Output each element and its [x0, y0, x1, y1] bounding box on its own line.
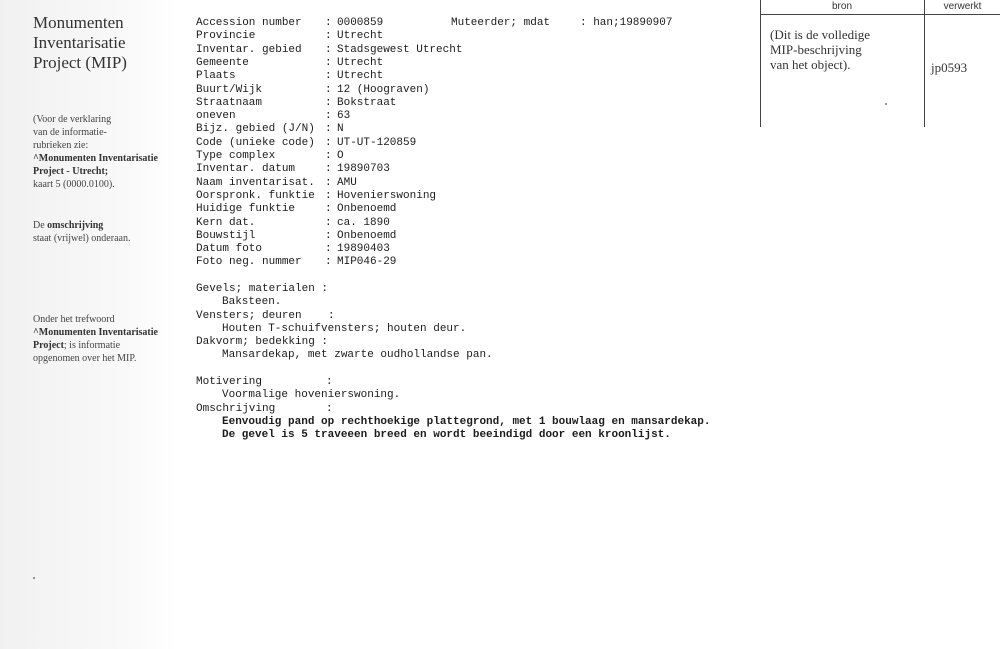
field-colon: : [325, 83, 332, 96]
field-value: N [337, 123, 344, 136]
field-value: Utrecht [337, 56, 384, 69]
field-value: Bokstraat [337, 96, 397, 109]
vensters-heading: Vensters; deuren [196, 310, 302, 322]
source-table [760, 0, 1000, 127]
field-label: Bijz. gebied (J/N) [196, 123, 315, 136]
note-line: opgenomen over het MIP. [33, 353, 137, 364]
sidebar-title [33, 13, 173, 73]
field-value: Hovenierswoning [337, 189, 437, 202]
field-value: Utrecht [337, 30, 384, 43]
field-value: 12 (Hoograven) [337, 83, 430, 96]
mutation-value: : han;19890907 [580, 17, 673, 29]
field-colon: : [325, 43, 332, 56]
note-line: staat (vrijwel) onderaan. [33, 233, 131, 244]
dakvorm-text: Mansardekap, met zwarte oudhollandse pan. [222, 349, 493, 361]
field-label: Buurt/Wijk [196, 83, 263, 96]
mutation-label: Muteerder; mdat [451, 17, 551, 29]
field-label: Foto neg. nummer [196, 256, 302, 269]
field-label: Straatnaam [196, 96, 263, 109]
field-colon: : [325, 136, 332, 149]
motivering-colon: : [326, 376, 333, 388]
field-colon: : [325, 110, 332, 123]
sidebar-note-keyword [33, 313, 178, 365]
field-label: Provincie [196, 30, 256, 43]
note-line-rest: ; is informatie [63, 340, 121, 351]
sidebar-title-line: Inventarisatie [33, 33, 126, 52]
scan-speck [885, 103, 887, 105]
note-reference-bold: ^Monumenten Inventarisatie [33, 153, 158, 164]
motivering-heading: Motivering [196, 376, 263, 388]
field-label: Inventar. datum [196, 163, 296, 176]
field-colon: : [325, 96, 332, 109]
field-colon: : [325, 30, 332, 43]
field-colon: : [325, 17, 332, 29]
field-label: Naam inventarisat. [196, 176, 315, 189]
field-colon: : [325, 70, 332, 83]
note-reference-bold: Project [33, 340, 64, 351]
field-colon: : [325, 256, 332, 269]
field-value: AMU [337, 176, 357, 189]
omschrijving-colon: : [326, 403, 333, 415]
field-value: O [337, 150, 344, 162]
bron-line: van het object). [770, 57, 851, 72]
bron-line: (Dit is de volledige [770, 27, 871, 42]
omschrijving-heading: Omschrijving [196, 403, 276, 415]
field-label: Oorspronk. funktie [196, 189, 315, 202]
field-value: 0000859 [337, 17, 384, 29]
note-prefix: De [33, 220, 48, 231]
field-colon: : [325, 150, 332, 162]
bron-cell [770, 27, 920, 72]
field-colon: : [325, 189, 332, 202]
field-value: MIP046-29 [337, 256, 397, 269]
vensters-colon: : [328, 310, 335, 322]
field-colon: : [325, 56, 332, 69]
field-colon: : [325, 176, 332, 189]
gevels-text: Baksteen. [222, 296, 282, 308]
field-colon: : [325, 216, 332, 229]
sidebar-title-line: Monumenten [33, 13, 124, 32]
note-reference-bold: ^Monumenten Inventarisatie [33, 327, 158, 338]
sidebar [0, 0, 178, 649]
table-divider [760, 14, 1000, 15]
field-label: Bouwstijl [196, 229, 256, 242]
dakvorm-heading: Dakvorm; bedekking : [196, 336, 329, 348]
motivering-text: Voormalige hovenierswoning. [222, 389, 401, 401]
note-line: kaart 5 (0000.0100). [33, 179, 115, 190]
note-line: van de informatie- [33, 127, 107, 138]
verwerkt-cell: jp0593 [931, 60, 968, 75]
note-line: Onder het trefwoord [33, 314, 115, 325]
field-value: Stadsgewest Utrecht [337, 43, 463, 56]
table-column-divider [924, 0, 925, 127]
sidebar-note-explanation [33, 113, 178, 191]
note-line: (Voor de verklaring [33, 114, 112, 125]
omschrijving-text-line: Eenvoudig pand op rechthoekige plattegrond, met 1 bouwlaag en mansardekap. [222, 416, 711, 428]
field-value: Onbenoemd [337, 203, 397, 216]
sidebar-title-line: Project (MIP) [33, 53, 127, 72]
note-reference-bold: Project - Utrecht; [33, 166, 109, 177]
field-label: oneven [196, 110, 236, 123]
field-label: Accession number [196, 17, 302, 29]
field-colon: : [325, 203, 332, 216]
field-label: Inventar. gebied [196, 43, 302, 56]
field-colon: : [325, 243, 332, 256]
omschrijving-text-line: De gevel is 5 traveeen breed en wordt beeindigd door een kroonlijst. [222, 429, 671, 441]
field-value: 19890403 [337, 243, 390, 256]
note-keyword-bold: omschrijving [47, 220, 104, 231]
field-label: Datum foto [196, 243, 263, 256]
field-colon: : [325, 229, 332, 242]
field-label: Kern dat. [196, 216, 256, 229]
scan-speck [33, 577, 35, 579]
table-border-left [760, 0, 761, 127]
field-label: Code (unieke code) [196, 136, 315, 149]
field-value: UT-UT-120859 [337, 136, 417, 149]
field-label: Type complex [196, 150, 276, 162]
sidebar-note-description [33, 219, 178, 245]
field-colon: : [325, 123, 332, 136]
field-value: 63 [337, 110, 351, 123]
table-header-verwerkt: verwerkt [943, 1, 982, 12]
gevels-heading: Gevels; materialen : [196, 283, 329, 295]
note-line: rubrieken zie: [33, 140, 89, 151]
field-value: Utrecht [337, 70, 384, 83]
bron-line: MIP-beschrijving [770, 42, 862, 57]
field-colon: : [325, 163, 332, 176]
field-label: Plaats [196, 70, 236, 83]
field-value: ca. 1890 [337, 216, 390, 229]
field-label: Huidige funktie [196, 203, 296, 216]
vensters-text: Houten T-schuifvensters; houten deur. [222, 323, 467, 335]
field-value: Onbenoemd [337, 229, 397, 242]
field-label: Gemeente [196, 56, 249, 69]
field-value: 19890703 [337, 163, 390, 176]
table-header-bron: bron [831, 1, 852, 12]
